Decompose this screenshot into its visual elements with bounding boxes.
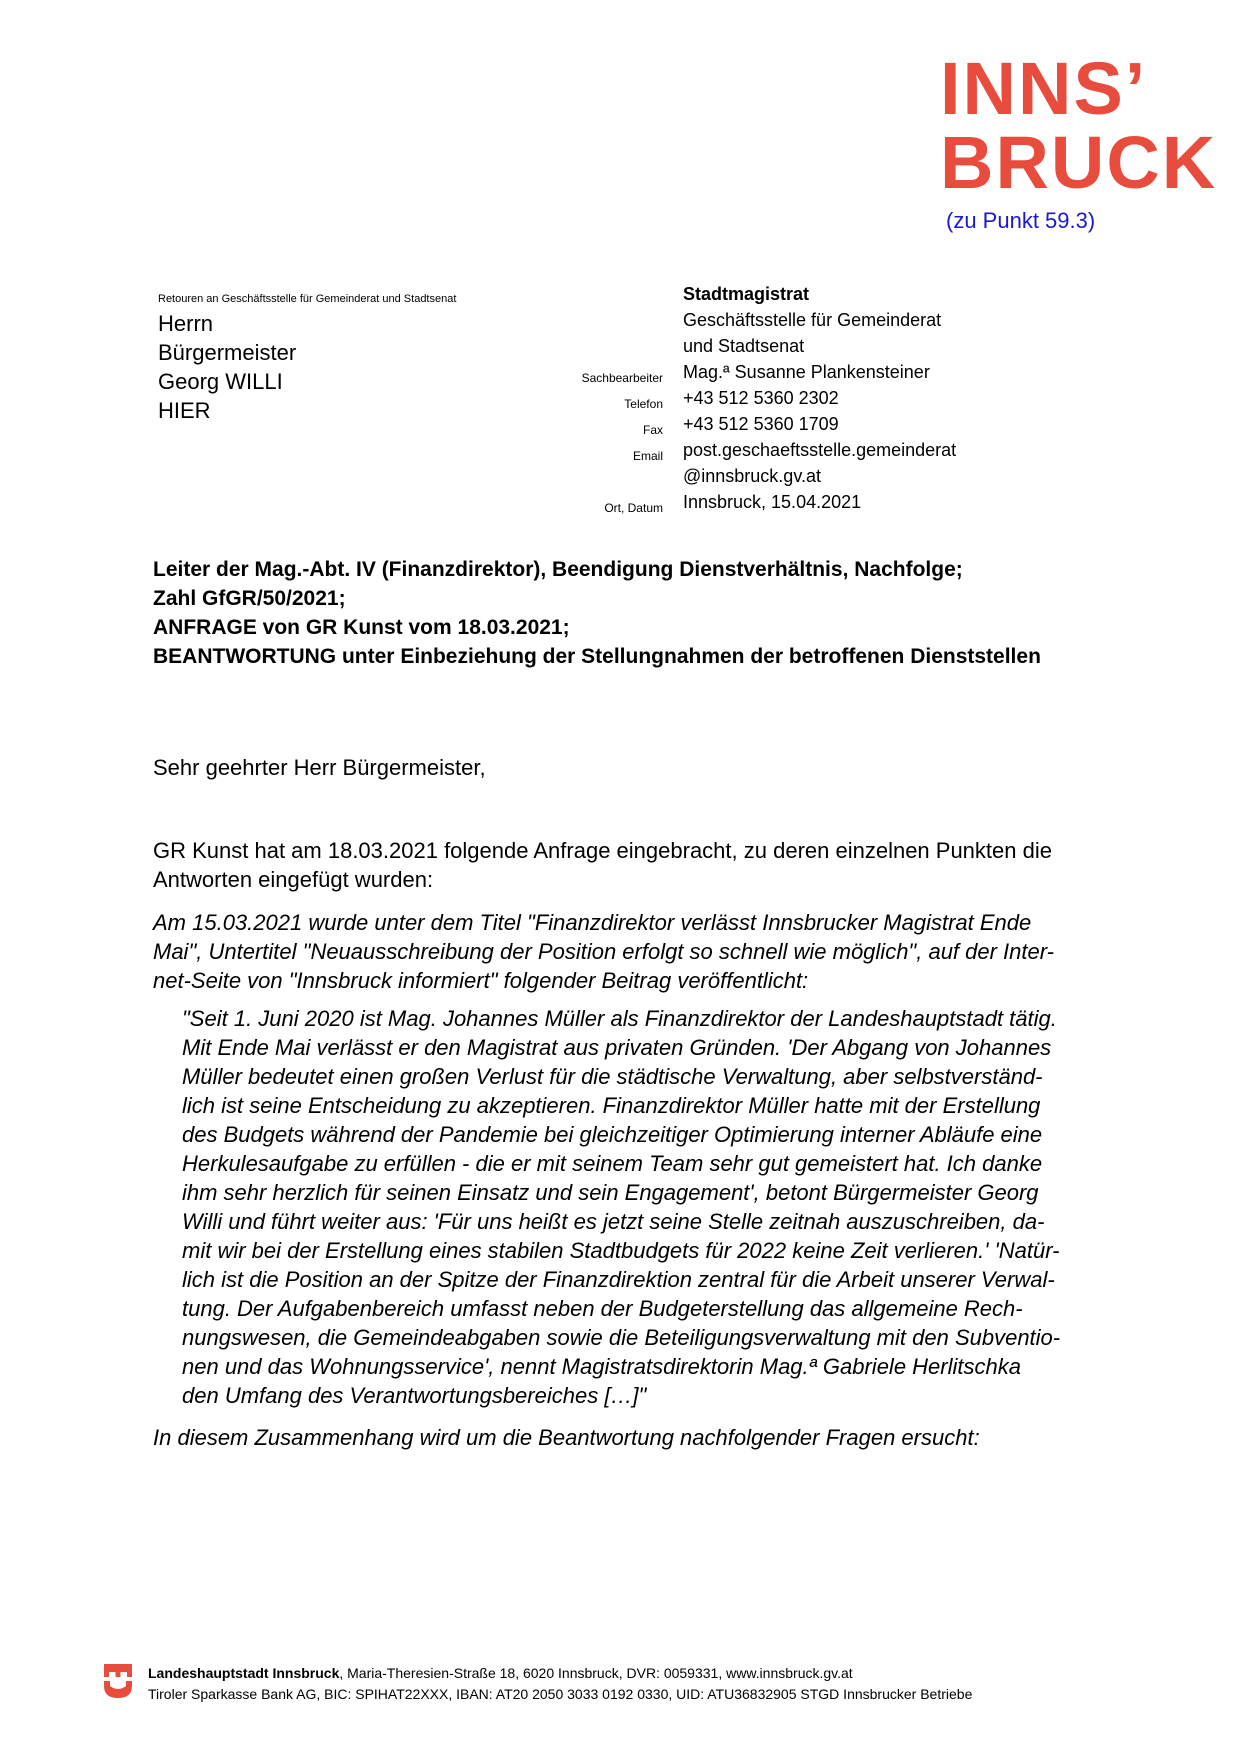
subject-line: ANFRAGE von GR Kunst vom 18.03.2021; [153,616,570,639]
email-value-1: post.geschaeftsstelle.gemeinderat [683,440,957,460]
city-crest-icon [104,1664,132,1698]
quote-line: Willi und führt weiter aus: 'Für uns heißt es jetzt seine Stelle zeitnah auszuschreiben, da- [182,1209,1045,1234]
fax-label: Fax [642,423,663,437]
recipient-line: Herrn [158,311,214,336]
return-address-line: Retouren an Geschäftsstelle für Gemeinderat und Stadtsenat [158,293,457,305]
quote-line: nen und das Wohnungsservice', nennt Magistratsdirektorin Mag.ª Gabriele Herlitschka [182,1354,1021,1379]
footer-text [148,1663,972,1705]
question-intro: In diesem Zusammenhang wird um die Beantwortung nachfolgender Fragen ersucht: [153,1425,980,1450]
subject-line: BEANTWORTUNG unter Einbeziehung der Stellungnahmen der betroffenen Dienststellen [153,645,1041,668]
footer-bank: Tiroler Sparkasse Bank AG, BIC: SPIHAT22XXX, IBAN: AT20 2050 3033 0192 0330, UID: ATU36832905 STGD Innsbrucker Betriebe [148,1686,973,1702]
footer-address: , Maria-Theresien-Straße 18, 6020 Innsbruck, DVR: 0059331, www.innsbruck.gv.at [339,1665,853,1681]
innsbruck-logo [940,47,1218,204]
email-value-2: @innsbruck.gv.at [683,466,821,486]
telefon-value: +43 512 5360 2302 [683,388,839,408]
recipient-line: Bürgermeister [158,340,297,365]
sender-dept-2: und Stadtsenat [683,336,805,356]
telefon-label: Telefon [624,397,663,411]
quote-line: ihm sehr herzlich für seinen Einsatz und sein Engagement', betont Bürgermeister Georg [182,1180,1039,1205]
text-line: GR Kunst hat am 18.03.2021 folgende Anfrage eingebracht, zu deren einzelnen Punkten die [153,838,1052,863]
ort-datum-value: Innsbruck, 15.04.2021 [683,492,862,512]
sachbearbeiter-label: Sachbearbeiter [581,371,663,385]
quote-line: "Seit 1. Juni 2020 ist Mag. Johannes Müller als Finanzdirektor der Landeshauptstadt tätig. [182,1006,1057,1031]
quote-line: den Umfang des Verantwortungsbereiches […]" [182,1383,647,1408]
sender-dept-1: Geschäftsstelle für Gemeinderat [683,310,942,330]
quote-line: lich ist seine Entscheidung zu akzeptieren. Finanzdirektor Müller hatte mit der Erstellung [182,1093,1041,1118]
salutation: Sehr geehrter Herr Bürgermeister, [153,755,486,780]
recipient-line: HIER [158,398,211,423]
quote-line: des Budgets während der Pandemie bei gleichzeitiger Optimierung interner Abläufe eine [182,1122,1043,1147]
quote-line: Mit Ende Mai verlässt er den Magistrat aus privaten Gründen. 'Der Abgang von Johannes [182,1035,1052,1060]
quote-line: nungswesen, die Gemeindeabgaben sowie die Beteiligungsverwaltung mit den Subventio- [182,1325,1061,1350]
text-line: Mai", Untertitel "Neuausschreibung der Position erfolgt so schnell wie möglich", auf der Inter- [153,939,1055,964]
text-line: net-Seite von "Innsbruck informiert" folgender Beitrag veröffentlicht: [153,968,809,993]
sender-org: Stadtmagistrat [683,284,810,304]
quote-line: lich ist die Position an der Spitze der Finanzdirektion zentral für die Arbeit unserer Verwal- [182,1267,1055,1292]
quote-line: Herkulesaufgabe zu erfüllen - die er mit seinem Team sehr gut gemeistert hat. Ich danke [182,1151,1043,1176]
intro-paragraph [153,836,1138,894]
text-line: Antworten eingefügt wurden: [153,867,434,892]
agenda-reference: (zu Punkt 59.3) [946,208,1096,233]
footer-city: Landeshauptstadt Innsbruck [148,1665,340,1681]
quote-line: Müller bedeutet einen großen Verlust für die städtische Verwaltung, aber selbstverständ- [182,1064,1043,1089]
quote-line: mit wir bei der Erstellung eines stabilen Stadtbudgets für 2022 keine Zeit verlieren.' 'Natür- [182,1238,1060,1263]
sachbearbeiter-value: Mag.ª Susanne Plankensteiner [683,362,930,382]
email-label: Email [632,449,663,463]
ort-datum-label: Ort, Datum [604,501,663,515]
quoted-article [182,1004,1142,1410]
logo-line-2: BRUCK [940,121,1218,204]
logo-line-1: INNS’ [940,47,1148,130]
recipient-address [158,309,296,425]
letter-subject [153,555,1041,671]
subject-line: Zahl GfGR/50/2021; [153,587,346,610]
context-paragraph [153,908,1138,995]
quote-line: tung. Der Aufgabenbereich umfasst neben der Budgeterstellung das allgemeine Rech- [182,1296,1023,1321]
subject-line: Leiter der Mag.-Abt. IV (Finanzdirektor), Beendigung Dienstverhältnis, Nachfolge; [153,558,963,581]
text-line: Am 15.03.2021 wurde unter dem Titel "Finanzdirektor verlässt Innsbrucker Magistrat Ende [153,910,1032,935]
recipient-line: Georg WILLI [158,369,283,394]
fax-value: +43 512 5360 1709 [683,414,839,434]
